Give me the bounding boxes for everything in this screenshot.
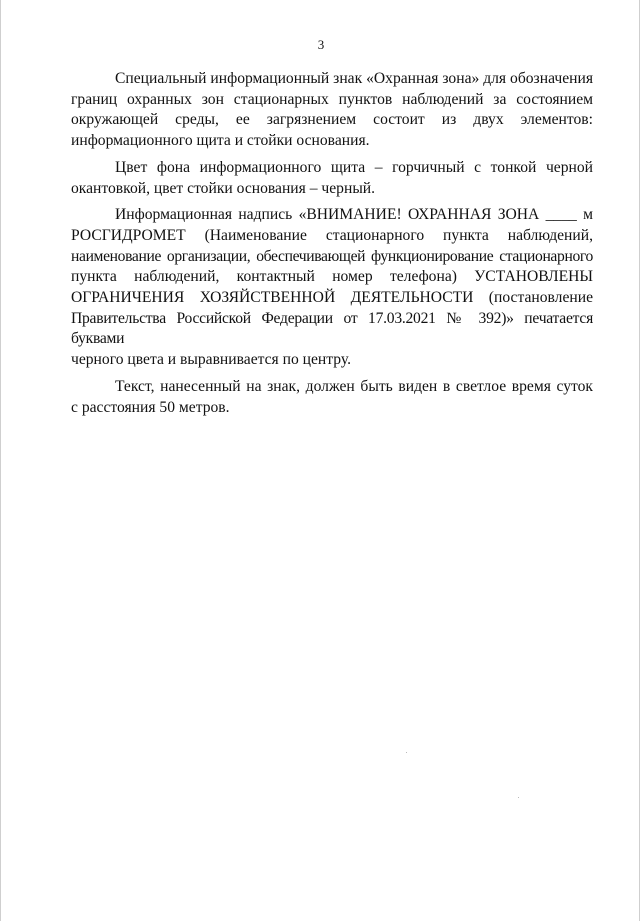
text-line: границ охранных зон стационарных пунктов наблюдений за состоянием [71,90,593,108]
scan-speck [406,752,407,753]
text-line: окружающей среды, ее загрязнением состоит из двух элементов: [71,111,593,129]
text-line: наименование организации, обеспечивающей функционирование стационарного [71,247,593,265]
text-line: Цвет фона информационного щита – горчичный с тонкой черной [115,158,593,176]
text-line: информационного щита и стойки основания. [71,132,370,150]
document-body [71,69,593,418]
text-line: пункта наблюдений, контактный номер телефона) УСТАНОВЛЕНЫ [71,268,593,286]
text-line: Правительства Российской Федерации от 17.03.2021 № 392)» печатается буквами [71,309,593,348]
scan-speck [518,797,519,798]
page-number: 3 [317,37,325,52]
paragraph-4 [71,377,593,418]
paragraph-1 [71,69,593,152]
text-line: черного цвета и выравнивается по центру. [71,351,352,369]
text-line: ОГРАНИЧЕНИЯ ХОЗЯЙСТВЕННОЙ ДЕЯТЕЛЬНОСТИ (постановление [71,289,593,307]
text-line: Специальный информационный знак «Охранная зона» для обозначения [115,70,593,87]
text-line: Текст, нанесенный на знак, должен быть виден в светлое время суток [115,377,593,395]
text-line: Информационная надпись «ВНИМАНИЕ! ОХРАННАЯ ЗОНА ____ м [115,206,593,224]
text-line: РОСГИДРОМЕТ (Наименование стационарного пункта наблюдений, [71,226,593,244]
text-line: окантовкой, цвет стойки основания – черный. [71,179,376,197]
text-line: с расстояния 50 метров. [71,398,230,416]
paragraph-3 [71,205,593,371]
paragraph-2 [71,158,593,199]
